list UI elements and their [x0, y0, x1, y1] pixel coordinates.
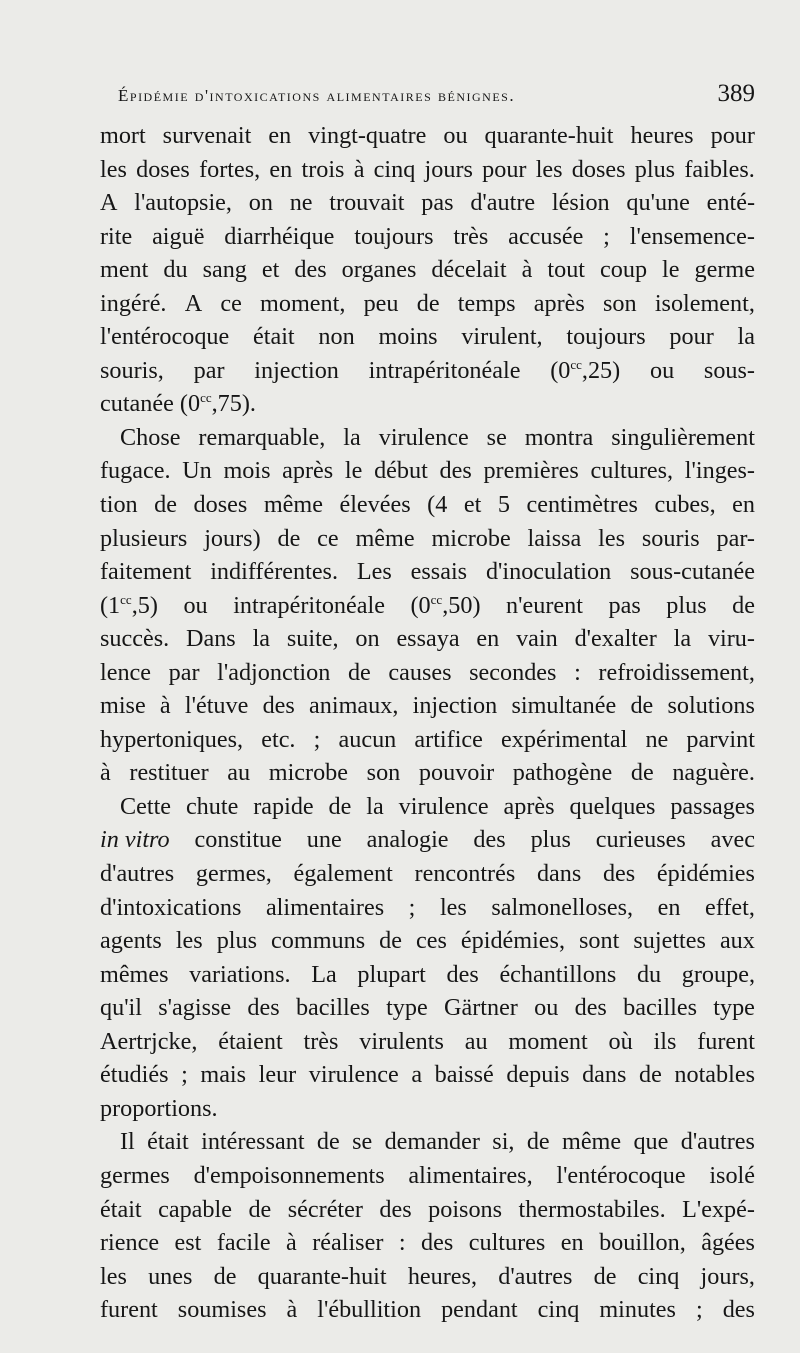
text-line: étudiés ; mais leur virulence a baissé depuis dans de notables: [100, 1061, 755, 1089]
text-line: plusieurs jours) de ce même microbe laissa les souris par-: [100, 524, 755, 552]
text-line: d'intoxications alimentaires ; les salmonelloses, en effet,: [100, 893, 755, 921]
text-line: rience est facile à réaliser : des cultures en bouillon, âgées: [100, 1229, 755, 1257]
text-line: lence par l'adjonction de causes secondes : refroidissement,: [100, 658, 755, 686]
text-line: Chose remarquable, la virulence se montra singulièrement: [120, 423, 755, 451]
text-line: ingéré. A ce moment, peu de temps après son isolement,: [100, 289, 755, 317]
text-line: proportions.: [100, 1094, 218, 1122]
text-line: mise à l'étuve des animaux, injection simultanée de solutions: [100, 692, 755, 720]
text-line: agents les plus communs de ces épidémies, sont sujettes aux: [100, 927, 755, 955]
text-line: cutanée $(0^{cc},75)$.: [100, 390, 256, 418]
text-line: les doses fortes, en trois à cinq jours pour les doses plus faibles.: [100, 155, 755, 183]
text-line: $(1^{cc},5)$ ou intrapéritonéale $(0^{cc},50)$ n'eurent pas plus de: [100, 591, 755, 619]
running-title: Épidémie d'intoxications alimentaires bénignes.: [118, 86, 516, 105]
text-line: les unes de quarante-huit heures, d'autres de cinq jours,: [100, 1262, 755, 1290]
text-line: mêmes variations. La plupart des échantillons du groupe,: [100, 960, 755, 988]
text-line: à restituer au microbe son pouvoir pathogène de naguère.: [100, 759, 755, 787]
text-line: mort survenait en vingt-quatre ou quarante-huit heures pour: [100, 122, 755, 149]
page-number: 389: [717, 80, 755, 107]
text-line: furent soumises à l'ébullition pendant cinq minutes ; des: [100, 1296, 755, 1324]
text-line: Il était intéressant de se demander si, de même que d'autres: [120, 1128, 755, 1156]
text-line: faitement indifférentes. Les essais d'inoculation sous-cutanée: [100, 558, 755, 586]
text-line: était capable de sécréter des poisons thermostabiles. L'expé-: [100, 1195, 755, 1223]
text-line: ment du sang et des organes décelait à tout coup le germe: [100, 256, 755, 284]
running-head: [118, 80, 755, 110]
text-line: Aertrjcke, étaient très virulents au moment où ils furent: [100, 1027, 755, 1055]
text-line: souris, par injection intrapéritonéale $(0^{cc},25)$ ou sous-: [100, 356, 755, 384]
text-line: fugace. Un mois après le début des premières cultures, l'inges-: [100, 457, 755, 485]
text-line: rite aiguë diarrhéique toujours très accusée ; l'ensemence-: [100, 222, 755, 250]
text-line: A l'autopsie, on ne trouvait pas d'autre lésion qu'une enté-: [100, 189, 755, 217]
text-line: tion de doses même élevées (4 et 5 centimètres cubes, en: [100, 491, 755, 519]
text-line: in vitro constitue une analogie des plus curieuses avec: [100, 826, 755, 854]
text-line: Cette chute rapide de la virulence après quelques passages: [120, 792, 755, 820]
body-text: [100, 119, 755, 1327]
text-line: germes d'empoisonnements alimentaires, l'entérocoque isolé: [100, 1161, 755, 1189]
text-line: qu'il s'agisse des bacilles type Gärtner ou des bacilles type: [100, 994, 755, 1022]
text-line: hypertoniques, etc. ; aucun artifice expérimental ne parvint: [100, 725, 755, 753]
text-line: d'autres germes, également rencontrés dans des épidémies: [100, 860, 755, 888]
text-line: l'entérocoque était non moins virulent, toujours pour la: [100, 323, 755, 351]
text-line: succès. Dans la suite, on essaya en vain d'exalter la viru-: [100, 625, 755, 653]
